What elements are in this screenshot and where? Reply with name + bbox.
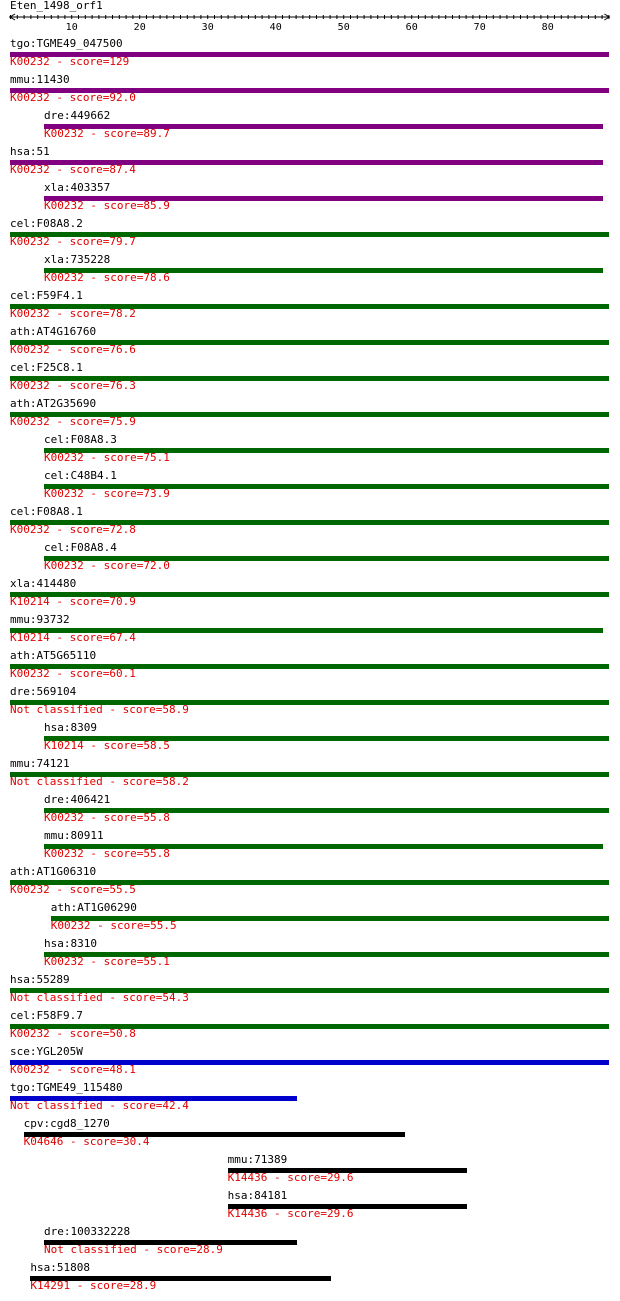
score-value: 55.5 bbox=[150, 919, 177, 932]
hit-name[interactable]: cel:F58F9.7 bbox=[10, 1009, 83, 1022]
ko-id[interactable]: K00232 bbox=[10, 379, 50, 392]
hit-score-line[interactable] bbox=[51, 920, 177, 932]
hit-name[interactable]: hsa:8309 bbox=[44, 721, 97, 734]
score-value: 92.0 bbox=[109, 91, 136, 104]
hit-name[interactable]: dre:100332228 bbox=[44, 1225, 131, 1238]
hit-name[interactable]: mmu:80911 bbox=[44, 829, 104, 842]
score-prefix: - score= bbox=[49, 595, 110, 608]
hit-name[interactable]: hsa:84181 bbox=[227, 1189, 288, 1202]
hit-name[interactable]: cel:F08A8.4 bbox=[44, 541, 117, 554]
score-prefix: - score= bbox=[83, 559, 144, 572]
score-prefix: - score= bbox=[83, 955, 144, 968]
hit-name[interactable]: cpv:cgd8_1270 bbox=[23, 1117, 110, 1130]
score-value: 60.1 bbox=[109, 667, 136, 680]
score-value: 79.7 bbox=[109, 235, 136, 248]
score-value: 129 bbox=[109, 55, 130, 68]
hit-score-line[interactable] bbox=[10, 1100, 189, 1112]
ruler-tick-label: 10 bbox=[65, 22, 78, 33]
ko-id[interactable]: K00232 bbox=[10, 667, 50, 680]
hit-name[interactable]: hsa:51 bbox=[10, 145, 50, 158]
ko-id[interactable]: K00232 bbox=[44, 847, 84, 860]
hit-name[interactable]: mmu:71389 bbox=[227, 1153, 288, 1166]
score-value: 89.7 bbox=[143, 127, 170, 140]
score-value: 29.6 bbox=[326, 1207, 354, 1220]
ko-id[interactable]: Not classified bbox=[44, 1243, 137, 1256]
ko-id[interactable]: K00232 bbox=[44, 811, 84, 824]
score-value: 76.3 bbox=[109, 379, 136, 392]
score-value: 54.3 bbox=[162, 991, 189, 1004]
score-value: 78.2 bbox=[109, 307, 136, 320]
score-prefix: - score= bbox=[49, 55, 110, 68]
score-prefix: - score= bbox=[49, 307, 110, 320]
score-prefix: - score= bbox=[49, 91, 110, 104]
score-prefix: - score= bbox=[83, 847, 144, 860]
hit-name[interactable]: mmu:93732 bbox=[10, 613, 70, 626]
hit-name[interactable]: cel:F08A8.3 bbox=[44, 433, 117, 446]
score-prefix: - score= bbox=[63, 1135, 123, 1148]
ko-id[interactable]: K00232 bbox=[44, 955, 84, 968]
hit-name[interactable]: tgo:TGME49_047500 bbox=[10, 37, 123, 50]
hit-name[interactable]: cel:F08A8.1 bbox=[10, 505, 83, 518]
score-value: 42.4 bbox=[162, 1099, 189, 1112]
score-value: 72.8 bbox=[109, 523, 136, 536]
hit-score-line[interactable] bbox=[44, 272, 170, 284]
score-value: 58.2 bbox=[162, 775, 189, 788]
ko-id[interactable]: K10214 bbox=[10, 631, 50, 644]
hit-name[interactable]: hsa:51808 bbox=[30, 1261, 90, 1274]
hit-name[interactable]: cel:F59F4.1 bbox=[10, 289, 83, 302]
hit-score-line[interactable] bbox=[44, 740, 170, 752]
score-value: 70.9 bbox=[109, 595, 136, 608]
ruler-tick-label: 80 bbox=[541, 22, 554, 33]
hit-score-line[interactable] bbox=[44, 1244, 223, 1256]
ko-id[interactable]: K00232 bbox=[44, 487, 84, 500]
hit-score-line[interactable] bbox=[10, 524, 136, 536]
score-prefix: - score= bbox=[49, 667, 110, 680]
ko-id[interactable]: Not classified bbox=[10, 1099, 103, 1112]
score-value: 58.5 bbox=[143, 739, 170, 752]
hit-score-line[interactable] bbox=[10, 416, 136, 428]
ko-id[interactable]: K00232 bbox=[50, 919, 91, 932]
ko-id[interactable]: K00232 bbox=[44, 127, 84, 140]
ko-id[interactable]: K00232 bbox=[10, 523, 50, 536]
ruler-tick-label: 70 bbox=[473, 22, 486, 33]
score-prefix: - score= bbox=[49, 1027, 110, 1040]
ko-id[interactable]: K00232 bbox=[10, 343, 50, 356]
score-prefix: - score= bbox=[49, 379, 110, 392]
ko-id[interactable]: K00232 bbox=[10, 307, 50, 320]
hit-score-line[interactable] bbox=[10, 236, 136, 248]
hit-score-line[interactable] bbox=[10, 1064, 136, 1076]
hit-score-line[interactable] bbox=[44, 128, 170, 140]
score-prefix: - score= bbox=[136, 1243, 197, 1256]
ko-id[interactable]: K00232 bbox=[10, 1027, 50, 1040]
score-prefix: - score= bbox=[83, 811, 144, 824]
hit-score-line[interactable] bbox=[30, 1280, 156, 1292]
hit-score-line[interactable] bbox=[44, 452, 170, 464]
hit-name[interactable]: ath:AT1G06290 bbox=[50, 901, 137, 914]
ruler-tick-label: 50 bbox=[337, 22, 350, 33]
score-prefix: - score= bbox=[83, 739, 144, 752]
score-prefix: - score= bbox=[267, 1207, 327, 1220]
ko-id[interactable]: Not classified bbox=[10, 703, 103, 716]
hit-score-line[interactable] bbox=[44, 812, 170, 824]
hit-score-line[interactable] bbox=[10, 308, 136, 320]
ko-id[interactable]: K00232 bbox=[10, 415, 50, 428]
hit-name[interactable]: cel:F08A8.2 bbox=[10, 217, 83, 230]
hit-score-line[interactable] bbox=[10, 164, 136, 176]
hit-score-line[interactable] bbox=[228, 1208, 354, 1220]
ko-id[interactable]: K10214 bbox=[10, 595, 50, 608]
hit-score-line[interactable] bbox=[10, 344, 136, 356]
score-value: 55.1 bbox=[143, 955, 170, 968]
ko-id[interactable]: K00232 bbox=[44, 559, 84, 572]
score-prefix: - score= bbox=[83, 487, 144, 500]
hit-name[interactable]: xla:735228 bbox=[44, 253, 111, 266]
hit-name[interactable]: ath:AT2G35690 bbox=[10, 397, 97, 410]
score-value: 75.1 bbox=[143, 451, 170, 464]
score-prefix: - score= bbox=[102, 703, 163, 716]
hit-name[interactable]: cel:C48B4.1 bbox=[44, 469, 117, 482]
hit-score-line[interactable] bbox=[228, 1172, 354, 1184]
hit-score-line[interactable] bbox=[10, 776, 189, 788]
score-prefix: - score= bbox=[49, 415, 110, 428]
ko-id[interactable]: K00232 bbox=[44, 271, 84, 284]
score-prefix: - score= bbox=[267, 1171, 327, 1184]
ko-id[interactable]: K00232 bbox=[10, 91, 50, 104]
score-prefix: - score= bbox=[102, 991, 163, 1004]
score-prefix: - score= bbox=[90, 919, 151, 932]
score-value: 85.9 bbox=[143, 199, 170, 212]
score-prefix: - score= bbox=[102, 1099, 163, 1112]
score-prefix: - score= bbox=[70, 1279, 130, 1292]
hit-score-line[interactable] bbox=[44, 488, 170, 500]
score-value: 55.5 bbox=[109, 883, 136, 896]
score-prefix: - score= bbox=[83, 127, 144, 140]
hit-score-line[interactable] bbox=[44, 848, 170, 860]
ko-id[interactable]: K14291 bbox=[30, 1279, 71, 1292]
score-value: 75.9 bbox=[109, 415, 136, 428]
hit-score-line[interactable] bbox=[44, 956, 170, 968]
score-value: 28.9 bbox=[196, 1243, 223, 1256]
hit-name[interactable]: sce:YGL205W bbox=[10, 1045, 83, 1058]
query-title: Eten_1498_orf1 bbox=[10, 0, 103, 12]
ko-id[interactable]: K14436 bbox=[227, 1207, 268, 1220]
ko-id[interactable]: K10214 bbox=[44, 739, 84, 752]
hit-score-line[interactable] bbox=[10, 992, 189, 1004]
hit-score-line[interactable] bbox=[10, 632, 136, 644]
hit-score-line[interactable] bbox=[10, 704, 189, 716]
hit-score-line[interactable] bbox=[44, 200, 170, 212]
score-prefix: - score= bbox=[49, 523, 110, 536]
hit-name[interactable]: xla:414480 bbox=[10, 577, 77, 590]
ko-id[interactable]: Not classified bbox=[10, 991, 103, 1004]
score-prefix: - score= bbox=[102, 775, 163, 788]
score-value: 29.6 bbox=[326, 1171, 354, 1184]
ruler-tick-label: 20 bbox=[133, 22, 146, 33]
hit-score-line[interactable] bbox=[10, 596, 136, 608]
hit-score-line[interactable] bbox=[10, 56, 129, 68]
hit-score-line[interactable] bbox=[10, 884, 136, 896]
hit-name[interactable]: hsa:8310 bbox=[44, 937, 97, 950]
score-value: 78.6 bbox=[143, 271, 170, 284]
hit-name[interactable]: ath:AT4G16760 bbox=[10, 325, 97, 338]
hit-name[interactable]: dre:406421 bbox=[44, 793, 111, 806]
ko-id[interactable]: K00232 bbox=[44, 199, 84, 212]
ko-id[interactable]: Not classified bbox=[10, 775, 103, 788]
hit-name[interactable]: ath:AT1G06310 bbox=[10, 865, 97, 878]
score-prefix: - score= bbox=[49, 1063, 110, 1076]
score-prefix: - score= bbox=[49, 235, 110, 248]
score-prefix: - score= bbox=[49, 631, 110, 644]
hit-score-line[interactable] bbox=[10, 1028, 136, 1040]
hit-name[interactable]: mmu:11430 bbox=[10, 73, 70, 86]
ruler-tick-label: 30 bbox=[201, 22, 214, 33]
hit-score-line[interactable] bbox=[10, 380, 136, 392]
score-value: 28.9 bbox=[129, 1279, 157, 1292]
score-prefix: - score= bbox=[83, 199, 144, 212]
ko-id[interactable]: K00232 bbox=[10, 55, 50, 68]
score-prefix: - score= bbox=[49, 163, 110, 176]
ko-id[interactable]: K04646 bbox=[23, 1135, 64, 1148]
ko-id[interactable]: K00232 bbox=[10, 163, 50, 176]
score-value: 73.9 bbox=[143, 487, 170, 500]
hit-score-line[interactable] bbox=[10, 92, 136, 104]
score-prefix: - score= bbox=[83, 271, 144, 284]
score-prefix: - score= bbox=[49, 883, 110, 896]
score-value: 67.4 bbox=[109, 631, 136, 644]
ruler-tick-label: 40 bbox=[269, 22, 282, 33]
score-value: 72.0 bbox=[143, 559, 170, 572]
hit-name[interactable]: mmu:74121 bbox=[10, 757, 70, 770]
score-value: 76.6 bbox=[109, 343, 136, 356]
hit-name[interactable]: tgo:TGME49_115480 bbox=[10, 1081, 123, 1094]
score-value: 55.8 bbox=[143, 847, 170, 860]
score-value: 87.4 bbox=[109, 163, 136, 176]
score-value: 30.4 bbox=[122, 1135, 150, 1148]
score-prefix: - score= bbox=[83, 451, 144, 464]
hit-name[interactable]: dre:569104 bbox=[10, 685, 77, 698]
ruler-tick-label: 60 bbox=[405, 22, 418, 33]
ko-id[interactable]: K00232 bbox=[10, 235, 50, 248]
hit-name[interactable]: xla:403357 bbox=[44, 181, 111, 194]
score-value: 58.9 bbox=[162, 703, 189, 716]
hit-name[interactable]: cel:F25C8.1 bbox=[10, 361, 83, 374]
hit-score-line[interactable] bbox=[10, 668, 136, 680]
hit-score-line[interactable] bbox=[44, 560, 170, 572]
score-value: 48.1 bbox=[109, 1063, 136, 1076]
ko-id[interactable]: K00232 bbox=[44, 451, 84, 464]
hit-name[interactable]: hsa:55289 bbox=[10, 973, 70, 986]
ko-id[interactable]: K00232 bbox=[10, 883, 50, 896]
score-prefix: - score= bbox=[49, 343, 110, 356]
ko-id[interactable]: K00232 bbox=[10, 1063, 50, 1076]
hit-name[interactable]: dre:449662 bbox=[44, 109, 111, 122]
ko-id[interactable]: K14436 bbox=[227, 1171, 268, 1184]
score-value: 55.8 bbox=[143, 811, 170, 824]
hit-score-line[interactable] bbox=[24, 1136, 150, 1148]
hit-name[interactable]: ath:AT5G65110 bbox=[10, 649, 97, 662]
score-value: 50.8 bbox=[109, 1027, 136, 1040]
